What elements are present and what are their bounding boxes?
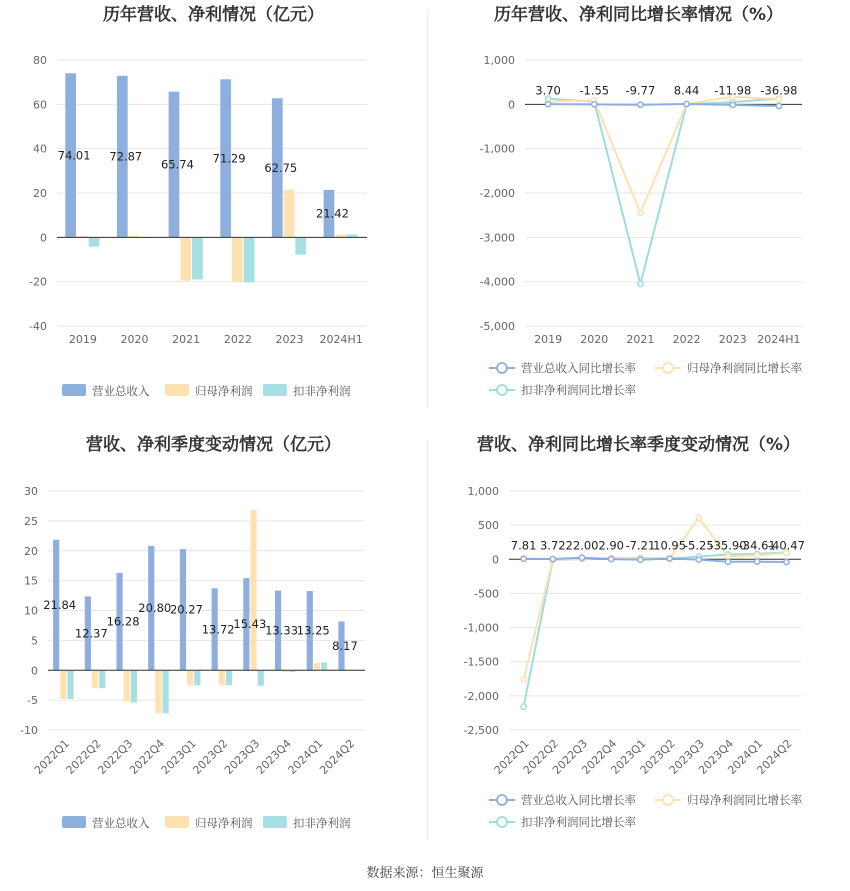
bar-deducted-profit — [89, 237, 100, 246]
x-tick-label: 2023Q3 — [666, 736, 707, 777]
chart-svg — [427, 0, 850, 410]
data-point — [638, 210, 643, 215]
data-label: -1.55 — [579, 83, 610, 98]
annual-revenue-profit-chart — [0, 0, 427, 410]
chart-svg — [0, 0, 427, 410]
data-point — [730, 102, 735, 107]
y-tick-label: -10 — [20, 724, 38, 737]
x-tick-label: 2023 — [275, 333, 304, 346]
y-tick-label: 60 — [33, 98, 47, 112]
data-point — [550, 556, 555, 561]
legend-label: 扣非净利润 — [293, 816, 351, 830]
legend-label: 归母净利润同比增长率 — [687, 361, 802, 375]
bar-net-profit — [124, 670, 130, 701]
legend-swatch — [62, 816, 86, 828]
legend-marker — [497, 795, 507, 805]
y-tick-label: 500 — [478, 519, 499, 533]
divider-bottom — [427, 440, 428, 840]
bar-deducted-profit — [321, 662, 327, 670]
chart-title: 历年营收、净利同比增长率情况（%） — [493, 5, 784, 25]
x-tick-label: 2022Q1 — [491, 736, 532, 777]
data-point — [521, 704, 526, 709]
bar-net-profit — [314, 663, 320, 670]
bar-deducted-profit — [244, 237, 255, 282]
bar-net-profit — [180, 237, 191, 280]
data-point — [638, 281, 643, 286]
data-label: 13.33 — [265, 623, 299, 638]
data-label: -9.77 — [625, 83, 656, 98]
legend-label: 营业总收入同比增长率 — [521, 793, 636, 807]
y-tick-label: 0 — [508, 98, 515, 112]
chart-svg — [0, 430, 427, 860]
bar-deducted-profit — [67, 670, 73, 699]
data-point — [667, 556, 672, 561]
data-label: -35.90 — [709, 538, 747, 553]
data-label: 16.28 — [106, 614, 140, 629]
chart-title: 历年营收、净利情况（亿元） — [103, 5, 324, 25]
data-label: 13.25 — [296, 623, 330, 638]
line-deducted-profit-growth — [524, 552, 787, 706]
y-tick-label: -5 — [27, 694, 38, 708]
data-label: 15.43 — [233, 617, 267, 632]
line-deducted-profit-growth — [548, 99, 779, 284]
data-label: -36.98 — [760, 83, 798, 98]
bar-deducted-profit — [99, 670, 105, 688]
legend-swatch — [165, 384, 189, 396]
data-label: 21.84 — [43, 598, 77, 613]
data-point — [579, 555, 584, 560]
x-tick-label: 2020 — [120, 333, 149, 346]
x-tick-label: 2022Q4 — [127, 736, 168, 777]
data-label: 10.95 — [653, 538, 687, 553]
data-point — [696, 557, 701, 562]
bar-deducted-profit — [163, 670, 169, 713]
data-point — [696, 515, 701, 520]
x-tick-label: 2021 — [172, 333, 201, 346]
data-label: 20.80 — [138, 601, 172, 616]
chart-svg — [427, 430, 850, 860]
y-tick-label: 0 — [31, 664, 38, 678]
y-tick-label: 40 — [33, 142, 47, 156]
data-point — [638, 102, 643, 107]
bar-net-profit — [250, 510, 256, 670]
x-tick-label: 2022 — [672, 333, 701, 346]
data-label: 7.81 — [510, 538, 537, 553]
y-tick-label: 20 — [24, 544, 38, 558]
bar-net-profit — [232, 237, 243, 282]
x-tick-label: 2023Q4 — [253, 736, 294, 777]
legend-swatch — [263, 816, 287, 828]
y-tick-label: 5 — [31, 634, 38, 648]
legend-swatch — [165, 816, 189, 828]
y-tick-label: -20 — [29, 275, 47, 289]
legend-label: 扣非净利润同比增长率 — [521, 815, 636, 829]
data-label: 62.75 — [264, 160, 298, 175]
data-point — [784, 559, 789, 564]
legend-label: 归母净利润 — [195, 384, 253, 398]
bar-deducted-profit — [131, 670, 137, 702]
y-tick-label: -4,000 — [479, 275, 515, 289]
data-label: -7.21 — [625, 538, 656, 553]
x-tick-label: 2019 — [534, 333, 563, 346]
data-label: 8.44 — [673, 83, 700, 98]
x-tick-label: 2021 — [626, 333, 655, 346]
data-label: 65.74 — [160, 157, 194, 172]
x-tick-label: 2024Q1 — [285, 736, 326, 777]
legend-marker — [497, 385, 507, 395]
y-tick-label: -1,500 — [463, 655, 499, 669]
bar-net-profit — [187, 670, 193, 685]
annual-growth-rate-chart — [427, 0, 850, 410]
y-tick-label: -2,000 — [479, 187, 515, 200]
y-tick-label: 0 — [40, 231, 47, 245]
data-point — [521, 556, 526, 561]
y-tick-label: 0 — [492, 553, 499, 567]
y-tick-label: -1,000 — [463, 621, 499, 635]
data-label: 22.00 — [565, 538, 599, 553]
x-tick-label: 2024Q2 — [754, 736, 795, 777]
x-tick-label: 2023Q1 — [158, 736, 199, 777]
y-tick-label: -40 — [29, 320, 47, 333]
legend-marker — [497, 363, 507, 373]
legend-marker — [663, 363, 673, 373]
quarterly-revenue-profit-chart — [0, 430, 427, 860]
data-label: 74.01 — [57, 148, 91, 163]
data-label: 3.72 — [539, 538, 566, 553]
y-tick-label: -5,000 — [479, 320, 515, 333]
data-label: -34.61 — [738, 538, 776, 553]
data-point — [684, 101, 689, 106]
data-label: 13.72 — [201, 622, 235, 637]
x-tick-label: 2023Q3 — [222, 736, 263, 777]
x-tick-label: 2020 — [580, 333, 609, 346]
legend-label: 扣非净利润同比增长率 — [521, 383, 636, 397]
bar-net-profit — [60, 670, 66, 699]
data-point — [592, 102, 597, 107]
legend-label: 营业总收入 — [92, 384, 150, 398]
data-point — [755, 553, 760, 558]
data-label: -40.47 — [767, 538, 805, 553]
y-tick-label: 15 — [24, 574, 38, 588]
x-tick-label: 2022Q1 — [31, 736, 72, 777]
y-tick-label: 30 — [24, 485, 38, 498]
legend-marker — [497, 817, 507, 827]
legend-label: 归母净利润同比增长率 — [687, 793, 802, 807]
data-source: 数据来源：恒生聚源 — [366, 866, 484, 881]
y-tick-label: -2,500 — [463, 724, 499, 737]
legend-label: 归母净利润 — [195, 816, 253, 830]
x-tick-label: 2022Q2 — [63, 736, 104, 777]
data-point — [545, 102, 550, 107]
x-tick-label: 2024Q1 — [725, 736, 766, 777]
data-point — [725, 559, 730, 564]
y-tick-label: -500 — [474, 587, 499, 601]
chart-title: 营收、净利季度变动情况（亿元） — [86, 435, 341, 455]
quarterly-growth-rate-chart — [427, 430, 850, 860]
y-tick-label: -2,000 — [463, 689, 499, 703]
data-label: 71.29 — [212, 151, 246, 166]
data-label: 2.90 — [598, 538, 625, 553]
bar-deducted-profit — [192, 237, 203, 279]
chart-title: 营收、净利同比增长率季度变动情况（%） — [476, 435, 801, 455]
data-label: 3.70 — [535, 83, 561, 98]
x-tick-label: 2024H1 — [319, 333, 363, 346]
x-tick-label: 2024H1 — [757, 333, 801, 346]
data-point — [638, 557, 643, 562]
x-tick-label: 2024Q2 — [317, 736, 358, 777]
data-label: 21.42 — [315, 206, 349, 221]
x-tick-label: 2023Q2 — [637, 736, 678, 777]
y-tick-label: 20 — [33, 187, 47, 200]
divider-top — [427, 10, 428, 408]
data-label: 20.27 — [169, 602, 203, 617]
legend-label: 营业总收入同比增长率 — [521, 361, 636, 375]
data-label: 72.87 — [109, 149, 143, 164]
legend-label: 扣非净利润 — [293, 384, 351, 398]
y-tick-label: -3,000 — [479, 231, 515, 245]
data-label: -11.98 — [714, 83, 752, 98]
y-tick-label: 80 — [33, 54, 47, 67]
data-label: 8.17 — [332, 638, 358, 653]
x-tick-label: 2023Q2 — [190, 736, 231, 777]
bar-deducted-profit — [258, 670, 264, 686]
legend-swatch — [263, 384, 287, 396]
bar-deducted-profit — [194, 670, 200, 685]
x-tick-label: 2022Q3 — [550, 736, 591, 777]
legend-label: 营业总收入 — [92, 816, 150, 830]
bar-net-profit — [284, 190, 295, 238]
x-tick-label: 2023 — [718, 333, 747, 346]
x-tick-label: 2022Q3 — [95, 736, 136, 777]
x-tick-label: 2022Q2 — [520, 736, 561, 777]
bar-deducted-profit — [226, 670, 232, 685]
bar-net-profit — [155, 670, 161, 713]
y-tick-label: 10 — [24, 604, 38, 618]
data-point — [755, 559, 760, 564]
legend-swatch — [62, 384, 86, 396]
x-tick-label: 2022 — [223, 333, 252, 346]
x-tick-label: 2023Q1 — [608, 736, 649, 777]
x-tick-label: 2022Q4 — [579, 736, 620, 777]
data-label: 12.37 — [74, 626, 108, 641]
data-point — [776, 103, 781, 108]
bar-net-profit — [92, 670, 98, 687]
x-tick-label: 2023Q4 — [696, 736, 737, 777]
x-tick-label: 2019 — [68, 333, 97, 346]
data-point — [609, 556, 614, 561]
data-label: -5.25 — [683, 538, 714, 553]
data-point — [725, 554, 730, 559]
y-tick-label: -1,000 — [479, 142, 515, 156]
y-tick-label: 1,000 — [483, 54, 515, 67]
bar-net-profit — [219, 670, 225, 685]
line-revenue-growth — [548, 104, 779, 106]
data-point — [521, 677, 526, 682]
y-tick-label: 1,000 — [467, 485, 499, 498]
legend-marker — [663, 795, 673, 805]
bar-deducted-profit — [295, 237, 306, 254]
y-tick-label: 25 — [24, 514, 38, 528]
